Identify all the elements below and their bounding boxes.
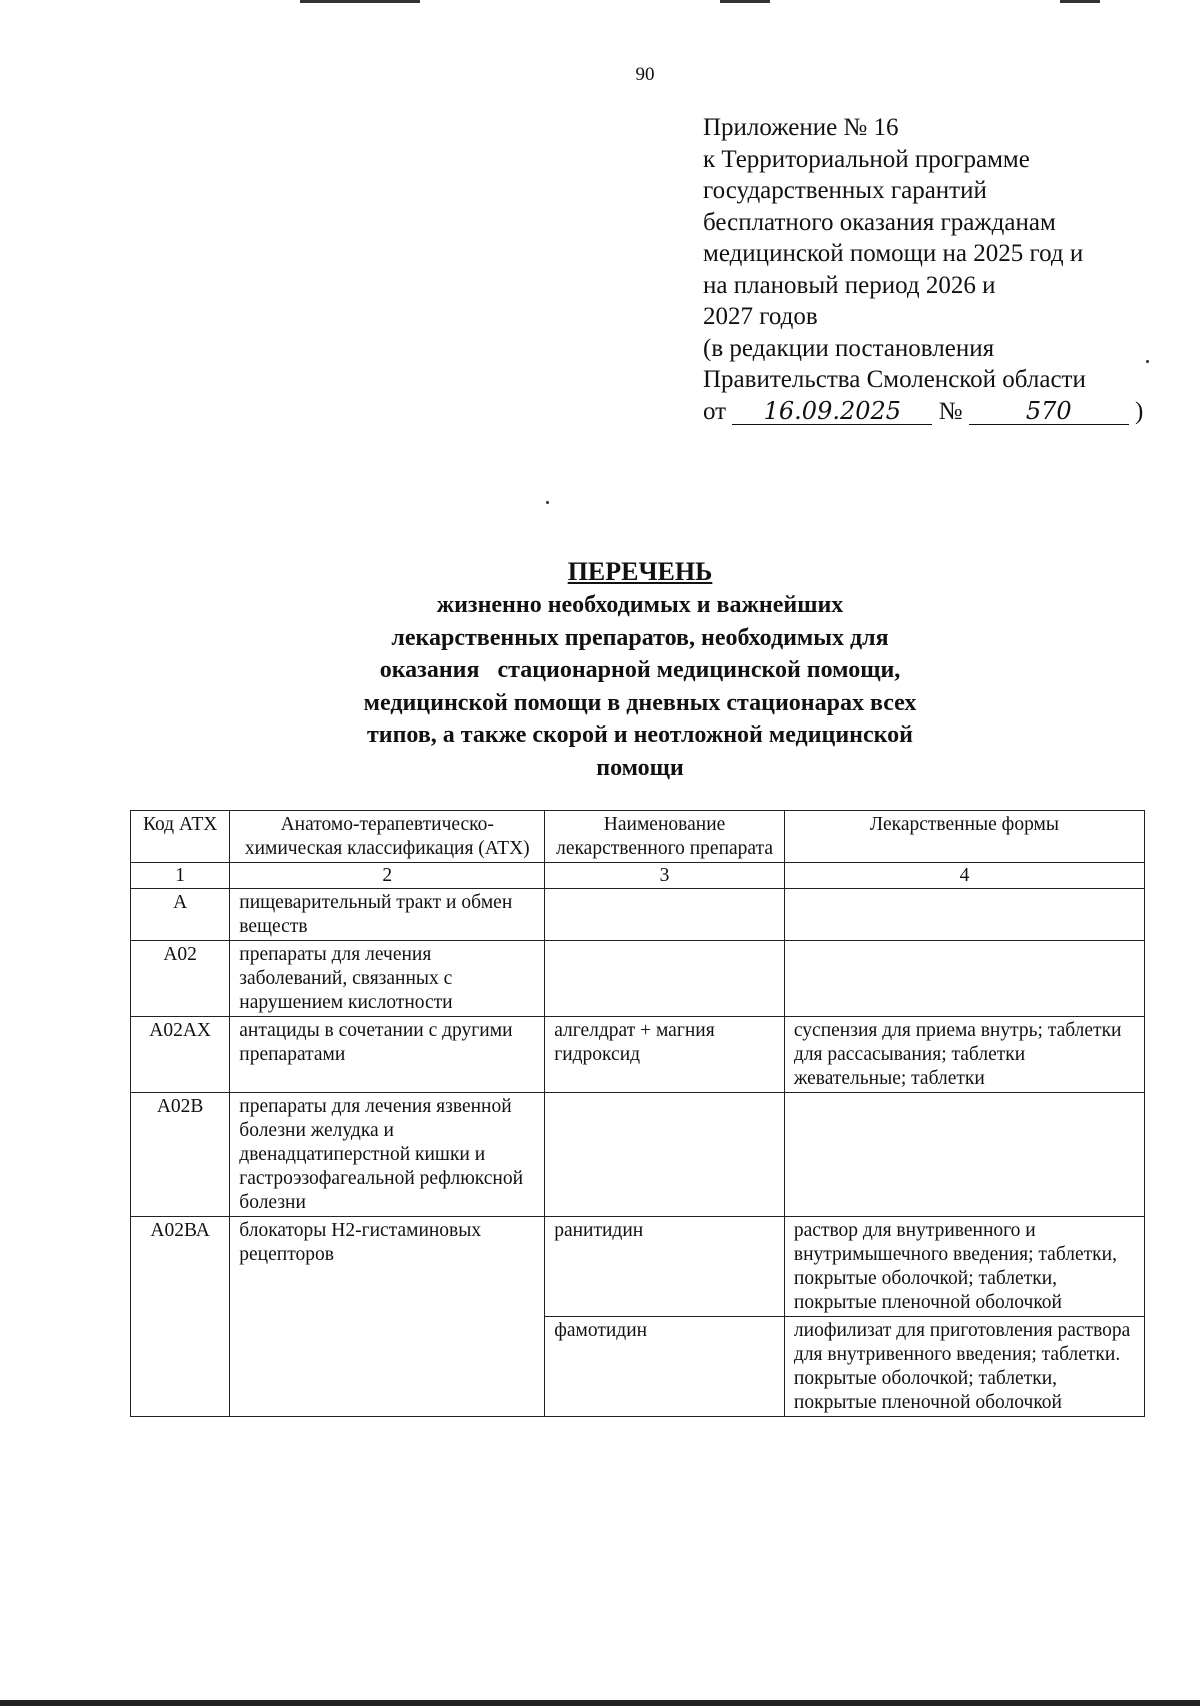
atx-classification: антациды в сочетании с другими препаратами xyxy=(230,1017,545,1093)
scan-dot xyxy=(546,501,549,504)
appendix-line: государственных гарантий xyxy=(703,177,987,204)
title-main: ПЕРЕЧЕНЬ xyxy=(567,557,713,586)
atx-classification: пищеварительный тракт и обмен веществ xyxy=(230,889,545,941)
header-forms: Лекарственные формы xyxy=(784,811,1144,863)
title-sub-line: лекарственных препаратов, необходимых для xyxy=(391,624,889,651)
drug-name: алгелдрат + магния гидроксид xyxy=(545,1017,785,1093)
header-classification: Анатомо-терапевтическо-химическая классификация (АТХ) xyxy=(230,811,545,863)
drug-table xyxy=(130,810,1145,1417)
atx-classification: препараты для лечения заболеваний, связанных с нарушением кислотности xyxy=(230,941,545,1017)
header-drug: Наименование лекарственного препарата xyxy=(545,811,785,863)
drug-name: фамотидин xyxy=(545,1317,785,1417)
title-sub-line: оказания стационарной медицинской помощи, xyxy=(379,657,901,683)
title-sub-line: жизненно необходимых и важнейших xyxy=(436,592,844,618)
drug-name xyxy=(545,1093,785,1217)
table-header-row xyxy=(131,811,1145,863)
table-row xyxy=(131,889,1145,941)
from-prefix: от xyxy=(703,397,727,425)
drug-name xyxy=(545,889,785,941)
title-sub-line: медицинской помощи в дневных стационарах всех xyxy=(363,689,917,716)
dosage-forms xyxy=(784,889,1144,941)
page-number: 90 xyxy=(635,64,655,85)
number-sign: № xyxy=(938,397,963,425)
table-row xyxy=(131,1093,1145,1217)
appendix-line: Приложение № 16 xyxy=(703,114,899,141)
appendix-line: бесплатного оказания гражданам xyxy=(703,208,1056,236)
table-row xyxy=(131,1017,1145,1093)
dosage-forms xyxy=(784,941,1144,1017)
atx-code: А02В xyxy=(131,1093,230,1217)
column-number: 4 xyxy=(784,863,1144,889)
resolution-reference xyxy=(703,396,1173,428)
title-sub-line: типов, а также скорой и неотложной медицинской xyxy=(366,722,914,748)
column-number: 3 xyxy=(545,863,785,889)
appendix-line: к Территориальной программе xyxy=(703,145,1030,173)
scan-mark xyxy=(1060,0,1100,3)
title-sub-line: помощи xyxy=(596,754,684,781)
atx-code: А02АХ xyxy=(131,1017,230,1093)
scan-mark xyxy=(300,0,420,3)
dosage-forms: лиофилизат для приготовления раствора для внутривенного введения; таблетки. покрытые оболочкой; таблетки, покрытые пленочной оболочкой xyxy=(784,1317,1144,1417)
drug-name xyxy=(545,941,785,1017)
dosage-forms: раствор для внутривенного и внутримышечного введения; таблетки, покрытые оболочкой; таблетки, покрытые пленочной оболочкой xyxy=(784,1217,1144,1317)
atx-code: А02 xyxy=(131,941,230,1017)
atx-code: А xyxy=(131,889,230,941)
appendix-line: на плановый период 2026 и xyxy=(703,271,996,299)
table-row xyxy=(131,941,1145,1017)
column-number: 1 xyxy=(131,863,230,889)
appendix-line: Правительства Смоленской области xyxy=(703,366,1086,393)
atx-classification: препараты для лечения язвенной болезни желудка и двенадцатиперстной кишки и гастроэзофагеальной рефлюксной болезни xyxy=(230,1093,545,1217)
scan-mark xyxy=(720,0,770,3)
column-number: 2 xyxy=(230,863,545,889)
header-code: Код АТХ xyxy=(131,811,230,863)
close-paren: ) xyxy=(1134,397,1144,425)
appendix-line: 2027 годов xyxy=(703,303,818,330)
atx-code: А02ВА xyxy=(131,1217,230,1417)
dosage-forms: суспензия для приема внутрь; таблетки для рассасывания; таблетки жевательные; таблетки xyxy=(784,1017,1144,1093)
atx-classification: блокаторы Н2-гистаминовых рецепторов xyxy=(230,1217,545,1417)
handwritten-date: 16.09.2025 xyxy=(732,398,932,425)
appendix-header xyxy=(703,112,1173,427)
scan-bottom-bar xyxy=(0,1700,1200,1706)
handwritten-number: 570 xyxy=(969,398,1129,425)
appendix-line: (в редакции постановления xyxy=(703,334,995,362)
column-number-row xyxy=(131,863,1145,889)
drug-name: ранитидин xyxy=(545,1217,785,1317)
table-row xyxy=(131,1217,1145,1317)
document-title xyxy=(250,555,1030,784)
dosage-forms xyxy=(784,1093,1144,1217)
appendix-line: медицинской помощи на 2025 год и xyxy=(703,240,1084,267)
